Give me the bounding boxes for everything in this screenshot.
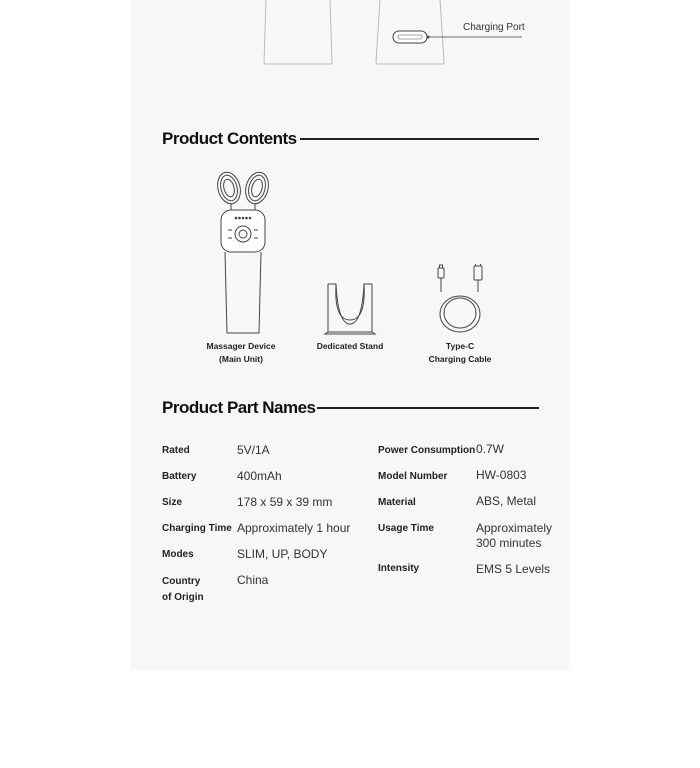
spec-label-intensity: Intensity [378,563,420,574]
spec-label-material: Material [378,497,416,508]
product-contents-title: Product Contents [162,129,297,148]
spec-label-model-number: Model Number [378,471,448,482]
spec-label-charging-time: Charging Time [162,523,232,534]
spec-label-battery: Battery [162,471,197,482]
spec-value-battery: 400mAh [237,469,282,483]
charging-port-label: Charging Port [463,22,525,33]
content-caption-massager: Massager Device (Main Unit) [206,341,276,364]
spec-label-modes: Modes [162,549,194,560]
spec-value-charging-time: Approximately 1 hour [237,521,351,535]
spec-value-rated: 5V/1A [237,443,270,457]
spec-value-intensity: EMS 5 Levels [476,562,551,576]
device-outline-diagram [250,0,540,70]
spec-value-size: 178 x 59 x 39 mm [237,495,333,509]
spec-value-power-consumption: 0.7W [476,442,505,456]
spec-value-modes: SLIM, UP, BODY [237,547,328,561]
spec-label-power-consumption: Power Consumption [378,445,476,456]
massager-device-image [205,168,280,338]
spec-label-usage-time: Usage Time [378,523,434,534]
content-caption-stand: Dedicated Stand [316,341,384,351]
spec-value-usage-time: Approximately 300 minutes [476,521,553,550]
spec-value-material: ABS, Metal [476,494,537,508]
title-rule [317,407,539,409]
title-rule [300,138,539,140]
spec-label-size: Size [162,497,183,508]
type-c-cable-image [430,264,490,338]
spec-label-rated: Rated [162,445,190,456]
spec-label-country: Country of Origin [162,576,204,603]
spec-value-model-number: HW-0803 [476,468,527,482]
dedicated-stand-image [320,280,380,336]
product-part-names-title: Product Part Names [162,398,316,417]
content-caption-cable: Type-C Charging Cable [428,341,492,364]
spec-value-country: China [237,573,269,587]
